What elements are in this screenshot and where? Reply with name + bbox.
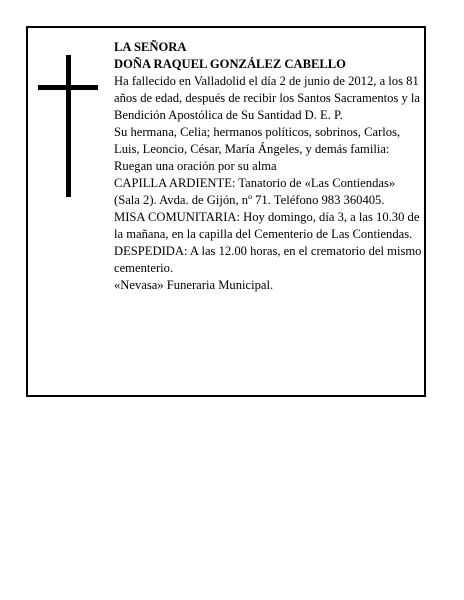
notice-text: [114, 39, 424, 294]
cross-vertical-bar: [66, 55, 71, 197]
cross-icon: [38, 55, 98, 197]
deceased-name: DOÑA RAQUEL GONZÁLEZ CABELLO: [114, 57, 346, 71]
farewell-info: DESPEDIDA: A las 12.00 horas, en el crematorio del mismo cementerio.: [114, 244, 422, 275]
obituary-notice: [26, 26, 426, 397]
funeral-home: «Nevasa» Funeraria Municipal.: [114, 278, 274, 292]
notice-header-title: LA SEÑORA: [114, 40, 187, 54]
prayer-request: Ruegan una oración por su alma: [114, 159, 277, 173]
death-announcement: Ha fallecido en Valladolid el día 2 de junio de 2012, a los 81 años de edad, después de recibir los Santos Sacramentos y la Bendición Apostólica de Su Santidad D. E. P.: [114, 74, 421, 122]
cross-horizontal-bar: [38, 85, 98, 90]
mass-info: MISA COMUNITARIA: Hoy domingo, día 3, a las 10.30 de la mañana, en la capilla del Cementerio de Las Contiendas.: [114, 210, 420, 241]
family-list: Su hermana, Celia; hermanos políticos, sobrinos, Carlos, Luis, Leoncio, César, María Ángeles, y demás familia:: [114, 125, 401, 156]
chapel-info: CAPILLA ARDIENTE: Tanatorio de «Las Contiendas» (Sala 2). Avda. de Gijón, nº 71. Teléfono 983 360405.: [114, 176, 396, 207]
